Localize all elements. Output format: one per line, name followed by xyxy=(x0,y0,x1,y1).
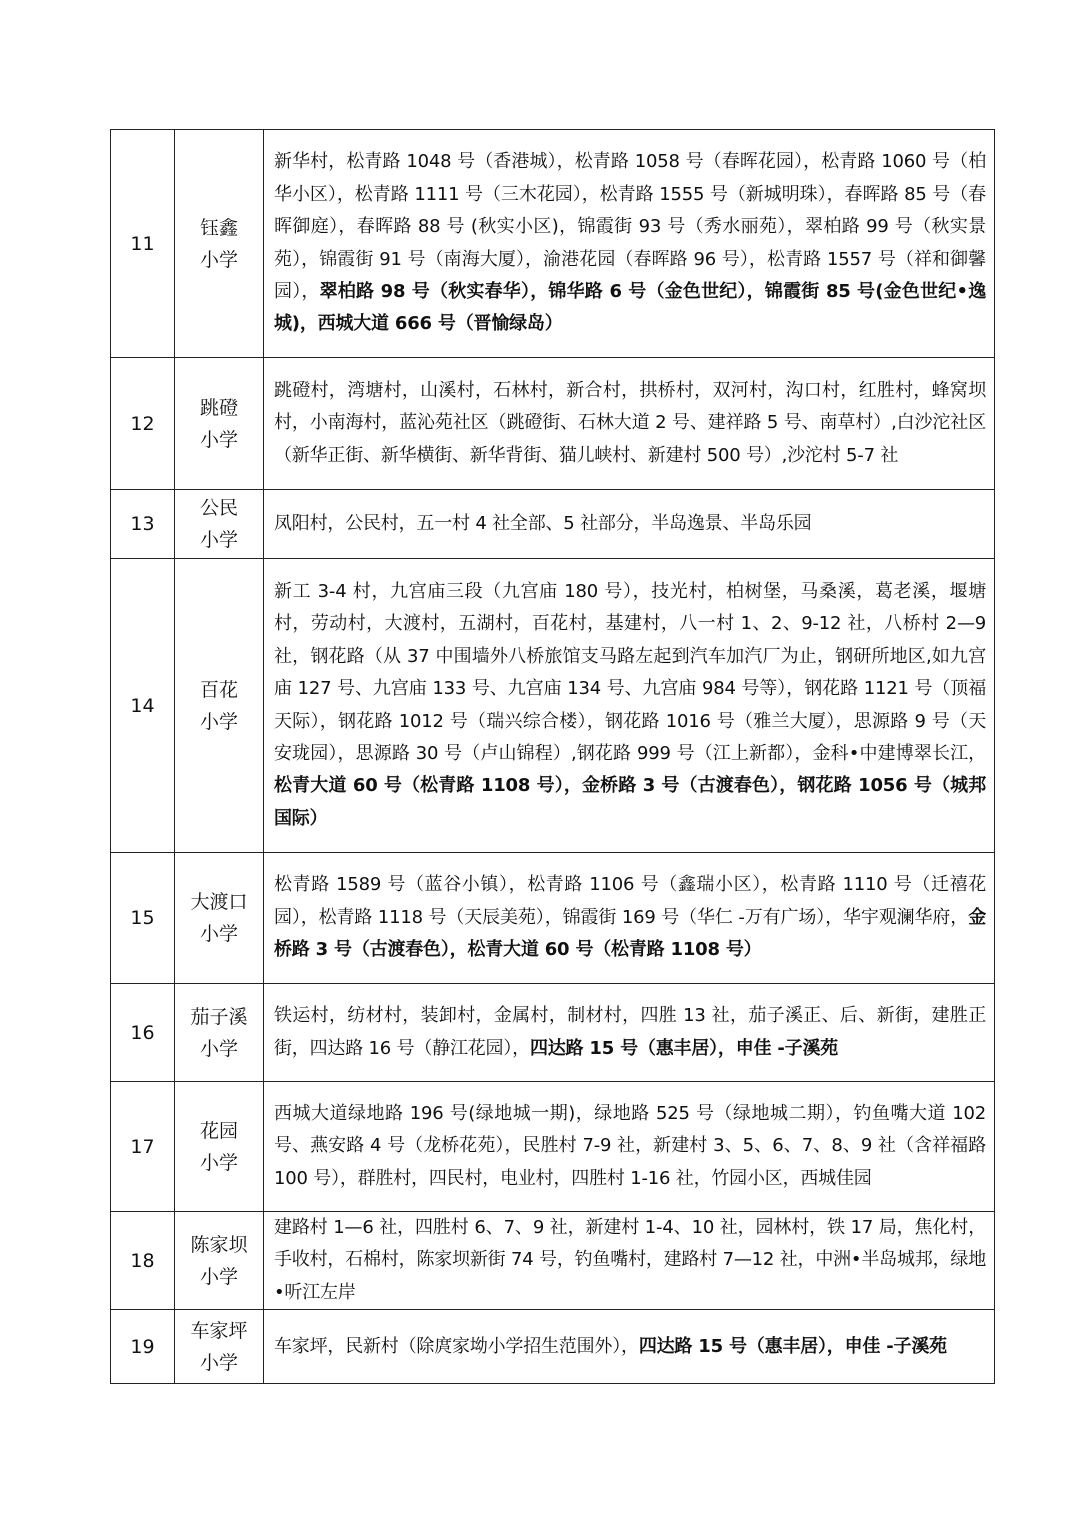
table-body xyxy=(111,130,995,1384)
school-name-cell xyxy=(175,358,264,490)
school-name-cell xyxy=(175,490,264,559)
area-text-bold: 翠柏路 98 号（秋实春华），锦华路 6 号（金色世纪），锦霞街 85 号(金色世纪•逸城)，西城大道 666 号（晋愉绿岛） xyxy=(274,280,986,335)
enrollment-area-cell xyxy=(264,853,995,984)
table-row xyxy=(111,490,995,559)
enrollment-area-cell xyxy=(264,490,995,559)
area-text-bold: 松青大道 60 号（松青路 1108 号），金桥路 3 号（古渡春色），钢花路 1056 号（城邦国际） xyxy=(274,775,986,829)
school-name-line: 小学 xyxy=(199,248,238,271)
school-name-line: 小学 xyxy=(199,529,238,551)
school-name-line: 跳磴 xyxy=(199,396,238,419)
row-number: 15 xyxy=(111,853,175,984)
table-row xyxy=(111,130,995,358)
school-name-cell xyxy=(175,1212,264,1310)
school-name-cell xyxy=(175,1310,264,1384)
area-text-bold: 四达路 15 号（惠丰居），申佳 -子溪苑 xyxy=(529,1037,839,1059)
area-text: 铁运村，纺材村，装卸村，金属村，制材村，四胜 13 社，茄子溪正、后、新街，建胜正街，四达路 16 号（静江花园）， xyxy=(274,1005,986,1059)
area-text: 新华村，松青路 1048 号（香港城），松青路 1058 号（春晖花园），松青路 1060 号（柏华小区），松青路 1111 号（三木花园），松青路 1555 号（新城明珠），春晖路 85 号（春晖御庭），春晖路 88 号 (秋实小区)，锦霞街 93 号（秀水丽苑），翠柏路 99 号（秋实景苑），锦霞街 91 号（南海大厦），渝港花园（春晖路 96 号），松青路 1557 号（祥和御馨园）， xyxy=(274,151,986,302)
school-name-line: 车家坪 xyxy=(190,1319,248,1342)
area-text: 西城大道绿地路 196 号(绿地城一期)，绿地路 525 号（绿地城二期），钓鱼嘴大道 102 号、燕安路 4 号（龙桥花苑），民胜村 7-9 社，新建村 3、5、6、7、8、9 社（含祥福路 100 号），群胜村，四民村，电业村，四胜村 1-16 社，竹园小区，西城佳园 xyxy=(274,1102,986,1189)
school-name-line: 小学 xyxy=(199,923,238,945)
school-name-line: 钰鑫 xyxy=(199,216,238,239)
area-text-bold: 金桥路 3 号（古渡春色），松青大道 60 号（松青路 1108 号） xyxy=(274,906,986,961)
row-number: 17 xyxy=(111,1082,175,1212)
row-number: 18 xyxy=(111,1212,175,1310)
school-name-line: 茄子溪 xyxy=(190,1005,248,1028)
school-name-line: 小学 xyxy=(199,1151,238,1174)
enrollment-zone-table xyxy=(110,129,995,1384)
area-text: 松青路 1589 号（蓝谷小镇），松青路 1106 号（鑫瑞小区），松青路 1110 号（迁禧花园），松青路 1118 号（天辰美苑），锦霞街 169 号（华仁 -万有广场），华宇观澜华府， xyxy=(274,874,986,928)
table-row xyxy=(111,1212,995,1310)
area-text: 跳磴村，湾塘村，山溪村，石林村，新合村，拱桥村，双河村，沟口村，红胜村，蜂窝坝村，小南海村，蓝沁苑社区（跳磴街、石林大道 2 号、建祥路 5 号、南草村）,白沙沱社区（新华正街、新华横街、新华背街、猫儿峡村、新建村 500 号）,沙沱村 5-7 社 xyxy=(274,379,986,466)
school-name-line: 花园 xyxy=(199,1119,238,1142)
school-name-line: 小学 xyxy=(199,428,238,451)
row-number: 14 xyxy=(111,559,175,853)
area-text: 凤阳村，公民村，五一村 4 社全部、5 社部分，半岛逸景、半岛乐园 xyxy=(274,512,812,534)
table-row xyxy=(111,1310,995,1384)
area-text: 新工 3-4 村，九宫庙三段（九宫庙 180 号），技光村，柏树堡，马桑溪，葛老溪，堰塘村，劳动村，大渡村，五湖村，百花村，基建村，八一村 1、2、9-12 社，八桥村 2—9 社，钢花路（从 37 中围墙外八桥旅馆支马路左起到汽车加汽厂为止，钢研所地区,如九宫庙 127 号、九宫庙 133 号、九宫庙 134 号、九宫庙 984 号等），钢花路 1121 号（顶福天际），钢花路 1012 号（瑞兴综合楼），钢花路 1016 号（雅兰大厦），思源路 9 号（天安珑园），思源路 30 号（卢山锦程）,钢花路 999 号（江上新都），金科•中建博翠长江， xyxy=(274,580,986,764)
school-name-line: 百花 xyxy=(199,678,238,701)
row-number: 19 xyxy=(111,1310,175,1384)
school-name-line: 大渡口 xyxy=(190,891,248,913)
school-name-line: 小学 xyxy=(199,1037,238,1060)
school-name-cell xyxy=(175,130,264,358)
school-name-line: 公民 xyxy=(199,497,238,519)
school-name-line: 小学 xyxy=(199,1265,238,1288)
school-name-cell xyxy=(175,853,264,984)
row-number: 16 xyxy=(111,984,175,1082)
table-row xyxy=(111,1082,995,1212)
school-name-cell xyxy=(175,559,264,853)
enrollment-area-cell xyxy=(264,1212,995,1310)
enrollment-area-cell xyxy=(264,1310,995,1384)
row-number: 12 xyxy=(111,358,175,490)
school-name-line: 陈家坝 xyxy=(190,1233,248,1256)
school-name-line: 小学 xyxy=(199,710,238,733)
school-name-cell xyxy=(175,984,264,1082)
area-text: 车家坪，民新村（除庹家坳小学招生范围外）， xyxy=(274,1335,639,1357)
row-number: 11 xyxy=(111,130,175,358)
table-row xyxy=(111,853,995,984)
enrollment-area-cell xyxy=(264,358,995,490)
table-row xyxy=(111,984,995,1082)
enrollment-area-cell xyxy=(264,130,995,358)
school-name-line: 小学 xyxy=(199,1351,238,1374)
area-text: 建路村 1—6 社，四胜村 6、7、9 社，新建村 1-4、10 社，园林村，铁 17 局，焦化村，手收村，石棉村，陈家坝新街 74 号，钓鱼嘴村，建路村 7—12 社，中洲•半岛城邦，绿地•听江左岸 xyxy=(274,1217,986,1303)
table-row xyxy=(111,559,995,853)
row-number: 13 xyxy=(111,490,175,559)
enrollment-area-cell xyxy=(264,984,995,1082)
enrollment-area-cell xyxy=(264,1082,995,1212)
school-name-cell xyxy=(175,1082,264,1212)
enrollment-area-cell xyxy=(264,559,995,853)
area-text-bold: 四达路 15 号（惠丰居），申佳 -子溪苑 xyxy=(638,1335,947,1357)
table-row xyxy=(111,358,995,490)
